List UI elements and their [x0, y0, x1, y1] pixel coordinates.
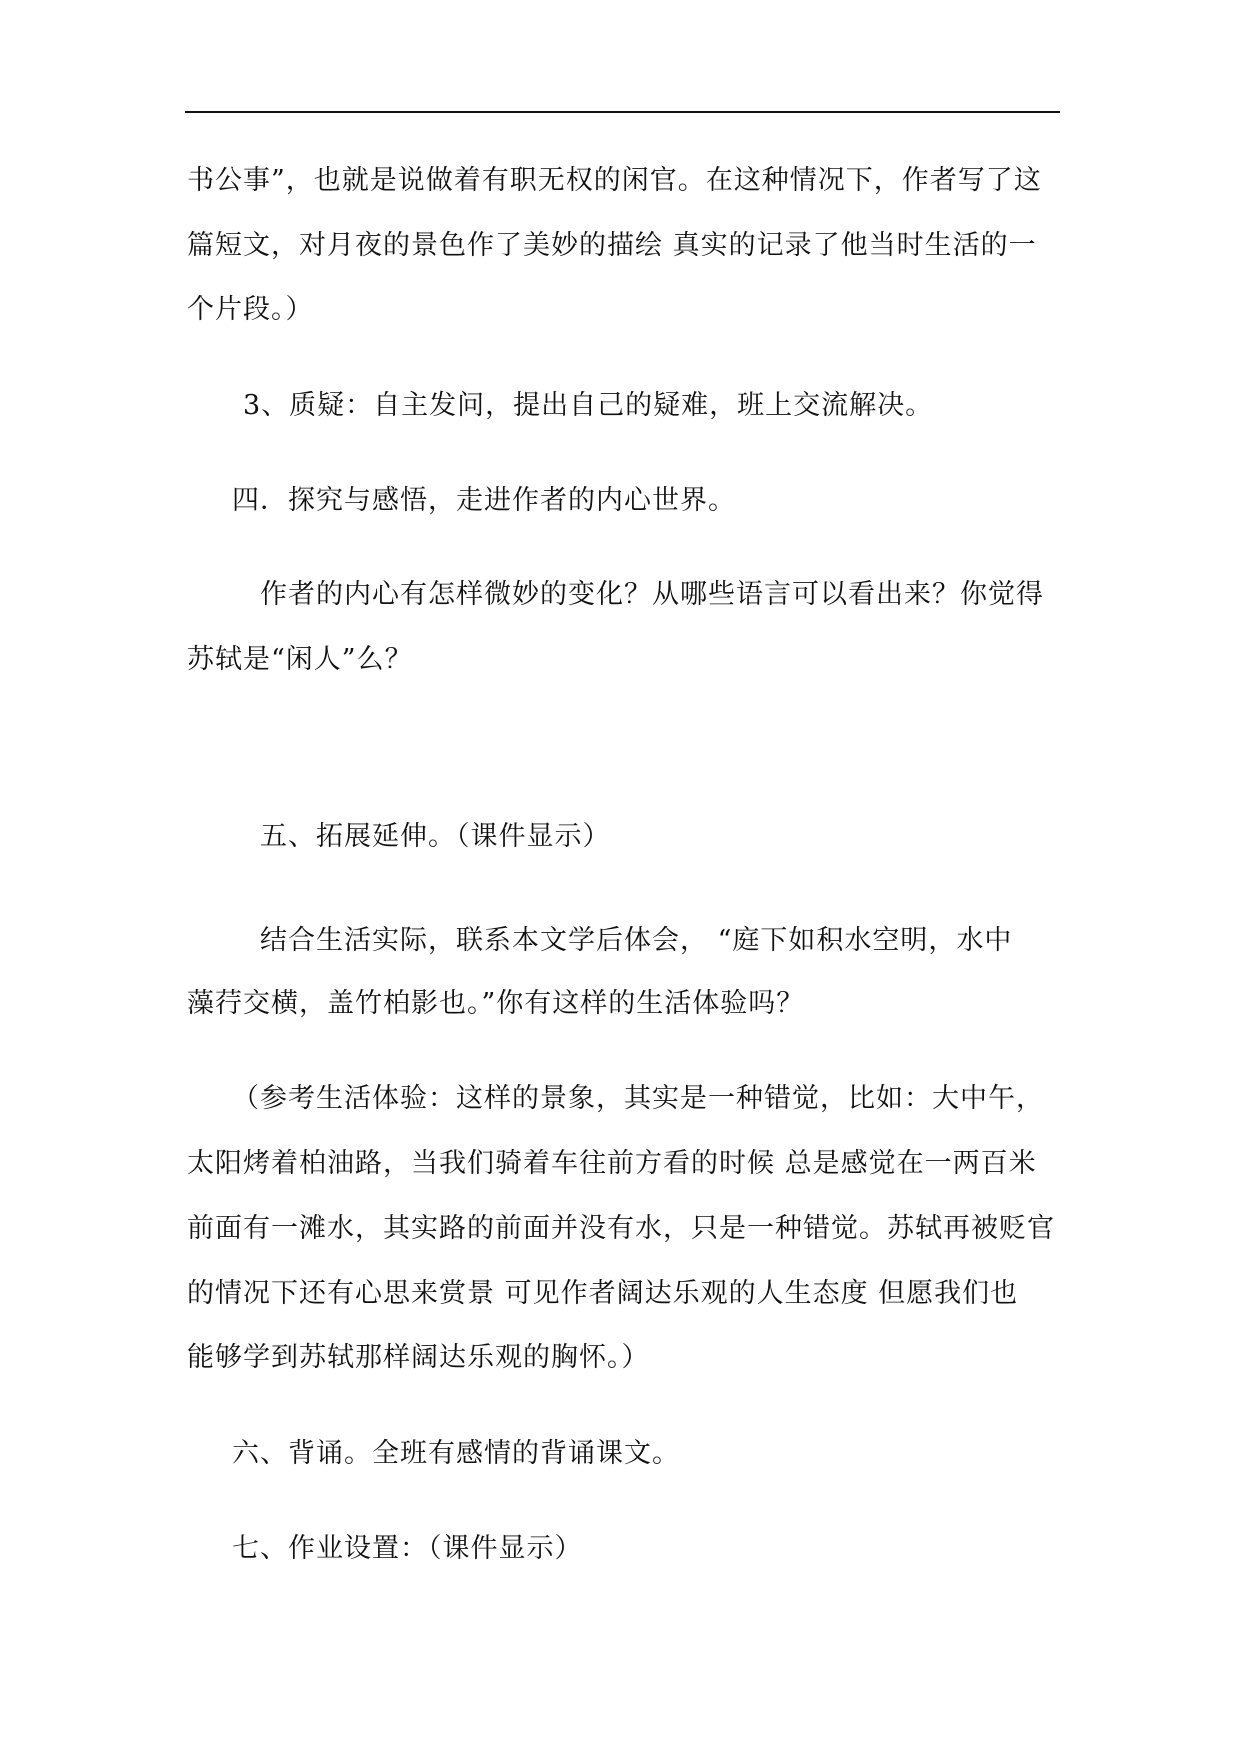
body-text-line: 作者的内心有怎样微妙的变化？从哪些语言可以看出来？你觉得: [260, 579, 1044, 610]
body-text-line: 结合生活实际，联系本文学后体会， “庭下如积水空明，水中: [260, 925, 1013, 956]
body-text-line: 前面有一滩水，其实路的前面并没有水，只是一种错觉。苏轼再被贬官: [187, 1213, 1055, 1244]
body-text-line: 能够学到苏轼那样阔达乐观的胸怀。）: [187, 1342, 650, 1373]
header-rule: [185, 111, 1060, 113]
section-3-question: 3、质疑：自主发问，提出自己的疑难，班上交流解决。: [243, 390, 934, 421]
body-text-line: 篇短文，对月夜的景色作了美妙的描绘 真实的记录了他当时生活的一: [187, 230, 1037, 261]
body-text-line: 书公事”，也就是说做着有职无权的闲官。在这种情况下，作者写了这: [187, 165, 1042, 196]
section-7-heading: 七、作业设置：（课件显示）: [232, 1533, 583, 1564]
body-text-line: 太阳烤着柏油路，当我们骑着车往前方看的时候 总是感觉在一两百米: [187, 1148, 1037, 1179]
body-text-line: （参考生活体验：这样的景象，其实是一种错觉，比如：大中午，: [232, 1083, 1044, 1114]
body-text-line: 藻荇交横，盖竹柏影也。”你有这样的生活体验吗？: [187, 988, 805, 1019]
body-text-line: 苏轼是“闲人”么？: [187, 644, 413, 675]
body-text-line: 个片段。）: [187, 294, 314, 325]
section-4-heading: 四．探究与感悟，走进作者的内心世界。: [232, 485, 736, 516]
section-5-heading: 五、拓展延伸。（课件显示）: [260, 821, 611, 852]
section-6-heading: 六、背诵。全班有感情的背诵课文。: [232, 1438, 680, 1469]
body-text-line: 的情况下还有心思来赏景 可见作者阔达乐观的人生态度 但愿我们也: [187, 1278, 1019, 1309]
